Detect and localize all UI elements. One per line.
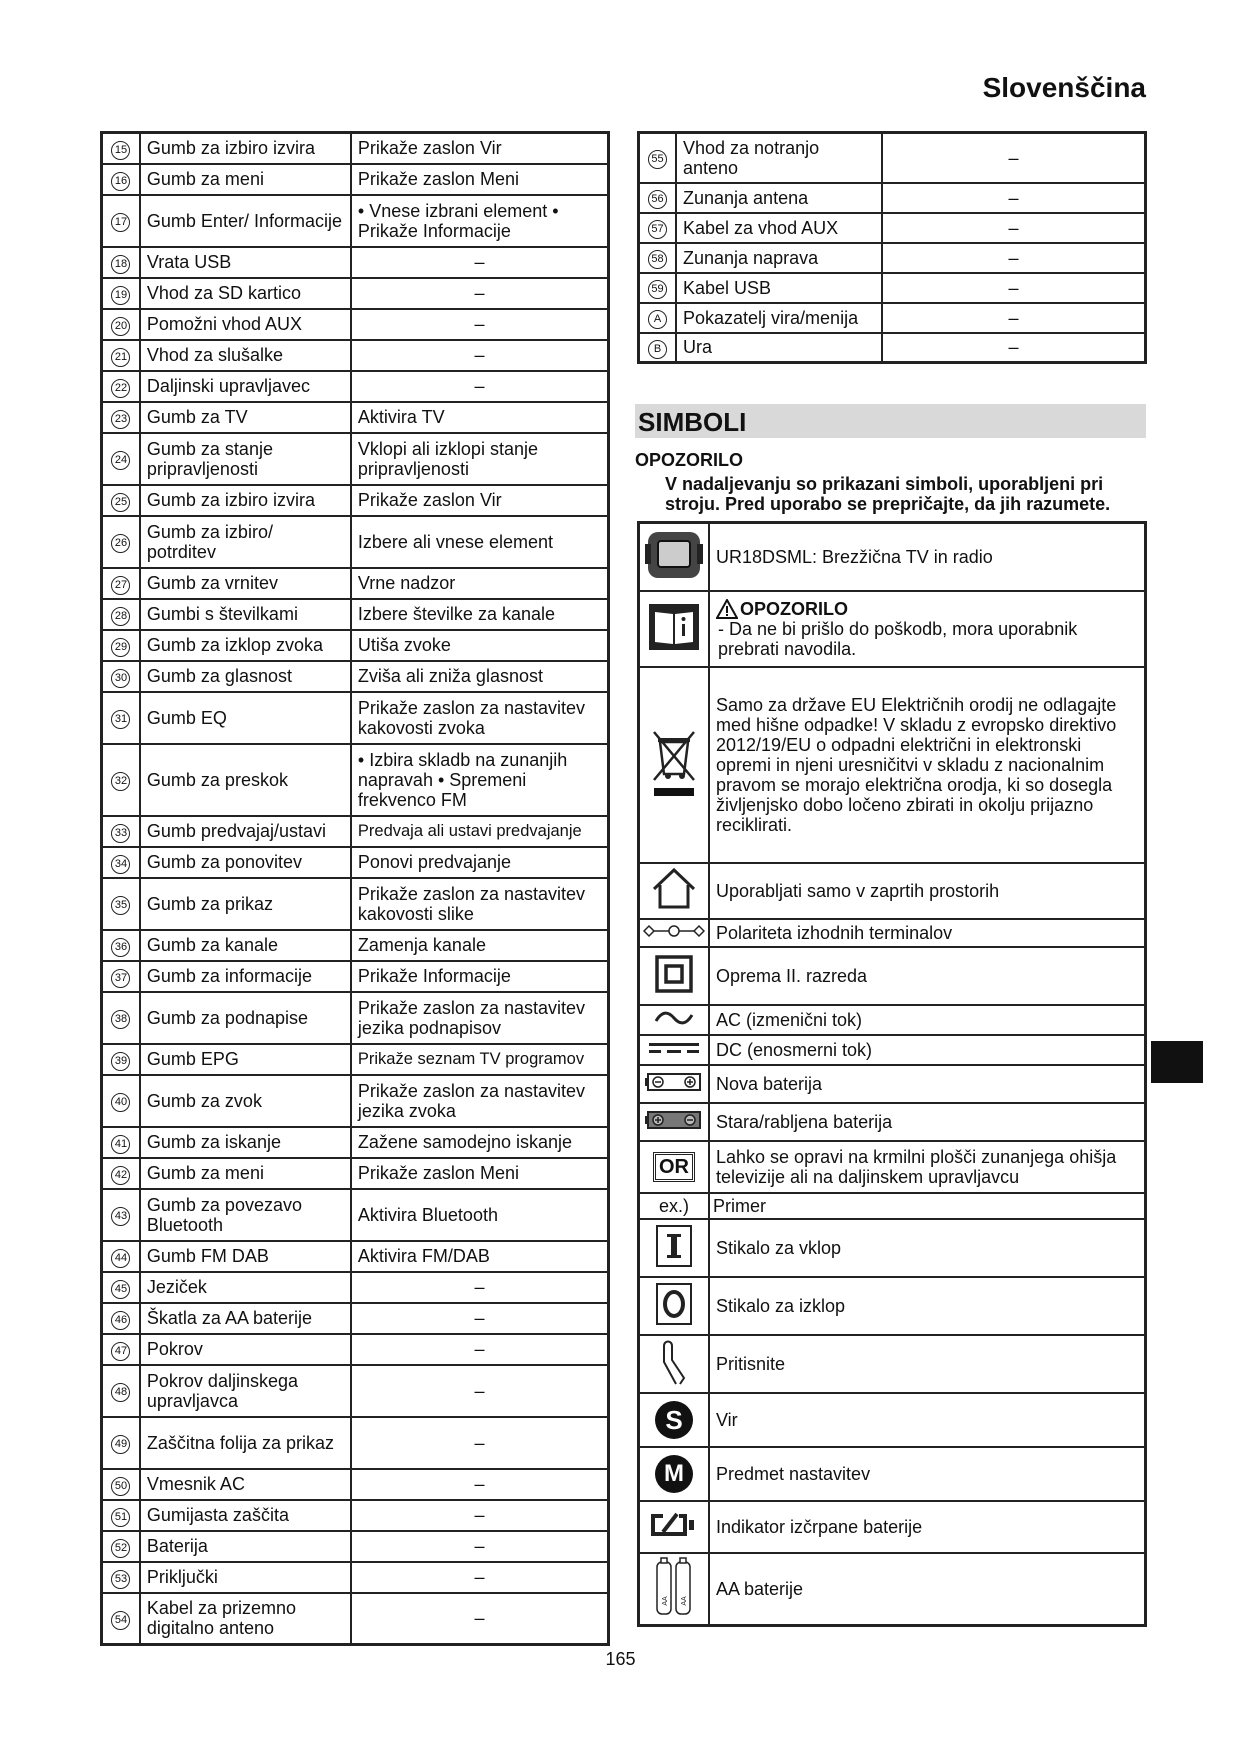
part-name: Pokazatelj vira/menija bbox=[676, 303, 882, 333]
item-number: 33 bbox=[111, 824, 130, 843]
part-function: – bbox=[882, 333, 1146, 363]
part-name: Gumb za ponovitev bbox=[140, 847, 351, 878]
part-name: Vhod za slušalke bbox=[140, 340, 351, 371]
part-function: Izbere ali vnese element bbox=[351, 516, 609, 568]
part-name: Gumb za preskok bbox=[140, 744, 351, 816]
manual-book-icon bbox=[647, 600, 701, 654]
part-name: Gumb za izbiro izvira bbox=[140, 485, 351, 516]
item-number: 35 bbox=[111, 896, 130, 915]
part-name: Gumb za TV bbox=[140, 402, 351, 433]
part-function: – bbox=[351, 1593, 609, 1645]
item-number: 43 bbox=[111, 1207, 130, 1226]
part-function: – bbox=[351, 1334, 609, 1365]
old-battery-icon bbox=[644, 1109, 704, 1131]
item-number: 56 bbox=[648, 190, 667, 209]
part-name: Gumb za prikaz bbox=[140, 878, 351, 930]
item-number: 57 bbox=[648, 220, 667, 239]
press-text: Pritisnite bbox=[709, 1335, 1146, 1393]
part-function: – bbox=[882, 273, 1146, 303]
part-function: • Vnese izbrani element • Prikaže Informacije bbox=[351, 195, 609, 247]
weee-bin-icon bbox=[650, 726, 698, 800]
aa-text: AA baterije bbox=[709, 1553, 1146, 1626]
item-number: 32 bbox=[111, 772, 130, 791]
item-number: 52 bbox=[111, 1539, 130, 1558]
item-number: 54 bbox=[111, 1611, 130, 1630]
part-name: Kabel za vhod AUX bbox=[676, 213, 882, 243]
part-name: Gumb za meni bbox=[140, 1158, 351, 1189]
item-number: 49 bbox=[111, 1435, 130, 1454]
part-function: Prikaže zaslon Vir bbox=[351, 133, 609, 164]
part-function: – bbox=[882, 133, 1146, 183]
part-name: Kabel za prizemno digitalno anteno bbox=[140, 1593, 351, 1645]
part-name: Zaščitna folija za prikaz bbox=[140, 1417, 351, 1469]
item-number: 34 bbox=[111, 855, 130, 874]
part-name: Kabel USB bbox=[676, 273, 882, 303]
part-function: – bbox=[882, 243, 1146, 273]
power-off-switch-icon bbox=[654, 1281, 694, 1327]
part-function: – bbox=[351, 247, 609, 278]
item-number: 26 bbox=[111, 534, 130, 553]
item-number: 23 bbox=[111, 410, 130, 429]
part-function: Vrne nadzor bbox=[351, 568, 609, 599]
part-name: Gumb EQ bbox=[140, 692, 351, 744]
aa-label-right: AA bbox=[681, 1596, 688, 1606]
item-number: 18 bbox=[111, 255, 130, 274]
part-function: Aktivira TV bbox=[351, 402, 609, 433]
new-battery-icon bbox=[644, 1071, 704, 1093]
part-function: Ponovi predvajanje bbox=[351, 847, 609, 878]
section-tab-marker bbox=[1151, 1041, 1203, 1083]
item-letter: A bbox=[648, 310, 667, 329]
part-name: Gumb EPG bbox=[140, 1044, 351, 1075]
part-function: – bbox=[882, 303, 1146, 333]
polarity-icon bbox=[643, 922, 705, 940]
part-function: – bbox=[351, 371, 609, 402]
manual-warning-title bbox=[716, 599, 1138, 619]
item-number: 47 bbox=[111, 1342, 130, 1361]
item-number: 46 bbox=[111, 1311, 130, 1330]
part-function: – bbox=[351, 1500, 609, 1531]
part-function: – bbox=[351, 1531, 609, 1562]
part-name: Pokrov daljinskega upravljavca bbox=[140, 1365, 351, 1417]
item-number: 50 bbox=[111, 1477, 130, 1496]
item-number: 24 bbox=[111, 451, 130, 470]
part-name: Ura bbox=[676, 333, 882, 363]
part-name: Baterija bbox=[140, 1531, 351, 1562]
part-name: Vrata USB bbox=[140, 247, 351, 278]
item-number: 15 bbox=[111, 141, 130, 160]
part-name: Gumb za kanale bbox=[140, 930, 351, 961]
part-function: Aktivira Bluetooth bbox=[351, 1189, 609, 1241]
item-number: 21 bbox=[111, 348, 130, 367]
part-function: Aktivira FM/DAB bbox=[351, 1241, 609, 1272]
part-name: Gumb za izbiro izvira bbox=[140, 133, 351, 164]
part-function: – bbox=[882, 183, 1146, 213]
ac-icon bbox=[654, 1010, 694, 1026]
language-title: Slovenščina bbox=[982, 72, 1146, 103]
part-function: Prikaže zaslon Vir bbox=[351, 485, 609, 516]
or-icon: OR bbox=[653, 1152, 695, 1182]
class2-icon bbox=[654, 954, 694, 994]
part-function: – bbox=[351, 1417, 609, 1469]
item-number: 42 bbox=[111, 1166, 130, 1185]
part-name: Gumb za glasnost bbox=[140, 661, 351, 692]
item-number: 20 bbox=[111, 317, 130, 336]
item-number: 40 bbox=[111, 1093, 130, 1112]
part-function: – bbox=[351, 1469, 609, 1500]
part-function: – bbox=[351, 1272, 609, 1303]
warning-heading: OPOZORILO bbox=[635, 450, 743, 470]
item-number: 28 bbox=[111, 607, 130, 626]
part-name: Daljinski upravljavec bbox=[140, 371, 351, 402]
item-number: 37 bbox=[111, 969, 130, 988]
or-text: Lahko se opravi na krmilni plošči zunanjega ohišja televizije ali na daljinskem upravljavcu bbox=[709, 1141, 1146, 1193]
example-label: ex.) bbox=[639, 1193, 710, 1219]
part-function: Prikaže zaslon Meni bbox=[351, 164, 609, 195]
item-number: 36 bbox=[111, 938, 130, 957]
manual-warning-text: - Da ne bi prišlo do poškodb, mora uporabnik prebrati navodila. bbox=[718, 619, 1078, 659]
part-function: Prikaže zaslon za nastavitev jezika podnapisov bbox=[351, 992, 609, 1044]
item-number: 27 bbox=[111, 576, 130, 595]
low-battery-text: Indikator izčrpane baterije bbox=[709, 1501, 1146, 1553]
part-function: Prikaže zaslon Meni bbox=[351, 1158, 609, 1189]
part-function: Prikaže zaslon za nastavitev kakovosti slike bbox=[351, 878, 609, 930]
item-number: 44 bbox=[111, 1249, 130, 1268]
part-function: – bbox=[351, 1562, 609, 1593]
part-name: Gumb za podnapise bbox=[140, 992, 351, 1044]
parts-table-right bbox=[637, 131, 1147, 364]
new-battery-text: Nova baterija bbox=[709, 1065, 1146, 1103]
part-name: Vmesnik AC bbox=[140, 1469, 351, 1500]
item-number: 25 bbox=[111, 493, 130, 512]
aa-label-left: AA bbox=[662, 1596, 669, 1606]
part-function: – bbox=[351, 1303, 609, 1334]
part-name: Priključki bbox=[140, 1562, 351, 1593]
part-name: Gumb za meni bbox=[140, 164, 351, 195]
part-name: Gumb za zvok bbox=[140, 1075, 351, 1127]
manual-warning-label: OPOZORILO bbox=[740, 599, 848, 619]
part-function: – bbox=[351, 309, 609, 340]
intro-text: V nadaljevanju so prikazani simboli, uporabljeni pri stroju. Pred uporabo se prepričajte, da jih razumete. bbox=[665, 474, 1111, 514]
part-name: Gumb FM DAB bbox=[140, 1241, 351, 1272]
part-name: Gumb za iskanje bbox=[140, 1127, 351, 1158]
source-s-icon: S bbox=[655, 1401, 693, 1439]
part-function: • Izbira skladb na zunanjih napravah • Spremeni frekvenco FM bbox=[351, 744, 609, 816]
power-off-text: Stikalo za izklop bbox=[709, 1277, 1146, 1335]
dc-icon bbox=[647, 1040, 701, 1056]
model-text: UR18DSML: Brezžična TV in radio bbox=[709, 523, 1146, 592]
setting-m-icon: M bbox=[655, 1455, 693, 1493]
part-function: – bbox=[882, 213, 1146, 243]
part-function: Utiša zvoke bbox=[351, 630, 609, 661]
part-name: Pomožni vhod AUX bbox=[140, 309, 351, 340]
ac-text: AC (izmenični tok) bbox=[709, 1005, 1146, 1035]
part-function: – bbox=[351, 340, 609, 371]
dc-text: DC (enosmerni tok) bbox=[709, 1035, 1146, 1065]
tv-radio-icon bbox=[644, 526, 704, 584]
class2-text: Oprema II. razreda bbox=[709, 947, 1146, 1005]
part-name: Zunanja antena bbox=[676, 183, 882, 213]
part-function: Zažene samodejno iskanje bbox=[351, 1127, 609, 1158]
part-name: Gumb za informacije bbox=[140, 961, 351, 992]
part-name: Gumb za izklop zvoka bbox=[140, 630, 351, 661]
item-number: 22 bbox=[111, 379, 130, 398]
old-battery-text: Stara/rabljena baterija bbox=[709, 1103, 1146, 1141]
item-number: 29 bbox=[111, 638, 130, 657]
item-number: 17 bbox=[111, 213, 130, 232]
low-battery-icon bbox=[649, 1512, 699, 1538]
polarity-text: Polariteta izhodnih terminalov bbox=[709, 919, 1146, 947]
part-function: Prikaže Informacije bbox=[351, 961, 609, 992]
power-on-switch-icon bbox=[654, 1223, 694, 1269]
weee-text: Samo za države EU Električnih orodij ne odlagajte med hišne odpadke! V skladu z evropsko direktivo 2012/19/EU o odpadni električni in elektronski opremi in njeni uresničitvi v skladu z nacionalnim pravom se morajo električna orodja, ki so dosegla življenjsko dobo ločeno zbirati in okolju prijazno reciklirati. bbox=[709, 667, 1146, 863]
item-number: 48 bbox=[111, 1383, 130, 1402]
part-function: Zviša ali zniža glasnost bbox=[351, 661, 609, 692]
part-name: Škatla za AA baterije bbox=[140, 1303, 351, 1334]
part-name: Gumb za povezavo Bluetooth bbox=[140, 1189, 351, 1241]
item-number: 39 bbox=[111, 1052, 130, 1071]
part-function: Prikaže zaslon za nastavitev jezika zvoka bbox=[351, 1075, 609, 1127]
page-number: 165 bbox=[605, 1649, 636, 1669]
item-letter: B bbox=[648, 340, 667, 359]
section-title: SIMBOLI bbox=[635, 404, 1146, 438]
part-name: Jeziček bbox=[140, 1272, 351, 1303]
item-number: 31 bbox=[111, 710, 130, 729]
setting-text: Predmet nastavitev bbox=[709, 1447, 1146, 1501]
item-number: 58 bbox=[648, 250, 667, 269]
item-number: 38 bbox=[111, 1010, 130, 1029]
part-name: Vhod za notranjo anteno bbox=[676, 133, 882, 183]
item-number: 41 bbox=[111, 1135, 130, 1154]
part-name: Zunanja naprava bbox=[676, 243, 882, 273]
indoor-text: Uporabljati samo v zaprtih prostorih bbox=[709, 863, 1146, 919]
part-name: Gumijasta zaščita bbox=[140, 1500, 351, 1531]
house-icon bbox=[651, 867, 697, 911]
part-function: Vklopi ali izklopi stanje pripravljenosti bbox=[351, 433, 609, 485]
symbols-table bbox=[637, 521, 1147, 1627]
source-text: Vir bbox=[709, 1393, 1146, 1447]
parts-table-left bbox=[100, 131, 610, 1646]
part-name: Pokrov bbox=[140, 1334, 351, 1365]
aa-batteries-icon bbox=[652, 1556, 696, 1618]
part-function: Izbere številke za kanale bbox=[351, 599, 609, 630]
part-function: – bbox=[351, 1365, 609, 1417]
item-number: 19 bbox=[111, 286, 130, 305]
part-name: Gumb za stanje pripravljenosti bbox=[140, 433, 351, 485]
item-number: 16 bbox=[111, 172, 130, 191]
item-number: 59 bbox=[648, 280, 667, 299]
part-function: Zamenja kanale bbox=[351, 930, 609, 961]
part-name: Gumb predvajaj/ustavi bbox=[140, 816, 351, 847]
power-on-text: Stikalo za vklop bbox=[709, 1219, 1146, 1277]
item-number: 51 bbox=[111, 1508, 130, 1527]
press-finger-icon bbox=[654, 1338, 694, 1386]
warning-triangle-icon bbox=[716, 599, 738, 619]
part-name: Vhod za SD kartico bbox=[140, 278, 351, 309]
example-text: Primer bbox=[709, 1193, 1146, 1219]
part-function: Predvaja ali ustavi predvajanje bbox=[351, 816, 609, 847]
part-name: Gumbi s številkami bbox=[140, 599, 351, 630]
item-number: 55 bbox=[648, 150, 667, 169]
part-name: Gumb za izbiro/ potrditev bbox=[140, 516, 351, 568]
part-function: – bbox=[351, 278, 609, 309]
item-number: 30 bbox=[111, 669, 130, 688]
item-number: 45 bbox=[111, 1280, 130, 1299]
part-function: Prikaže zaslon za nastavitev kakovosti zvoka bbox=[351, 692, 609, 744]
item-number: 53 bbox=[111, 1570, 130, 1589]
part-name: Gumb za vrnitev bbox=[140, 568, 351, 599]
part-function: Prikaže seznam TV programov bbox=[351, 1044, 609, 1075]
part-name: Gumb Enter/ Informacije bbox=[140, 195, 351, 247]
